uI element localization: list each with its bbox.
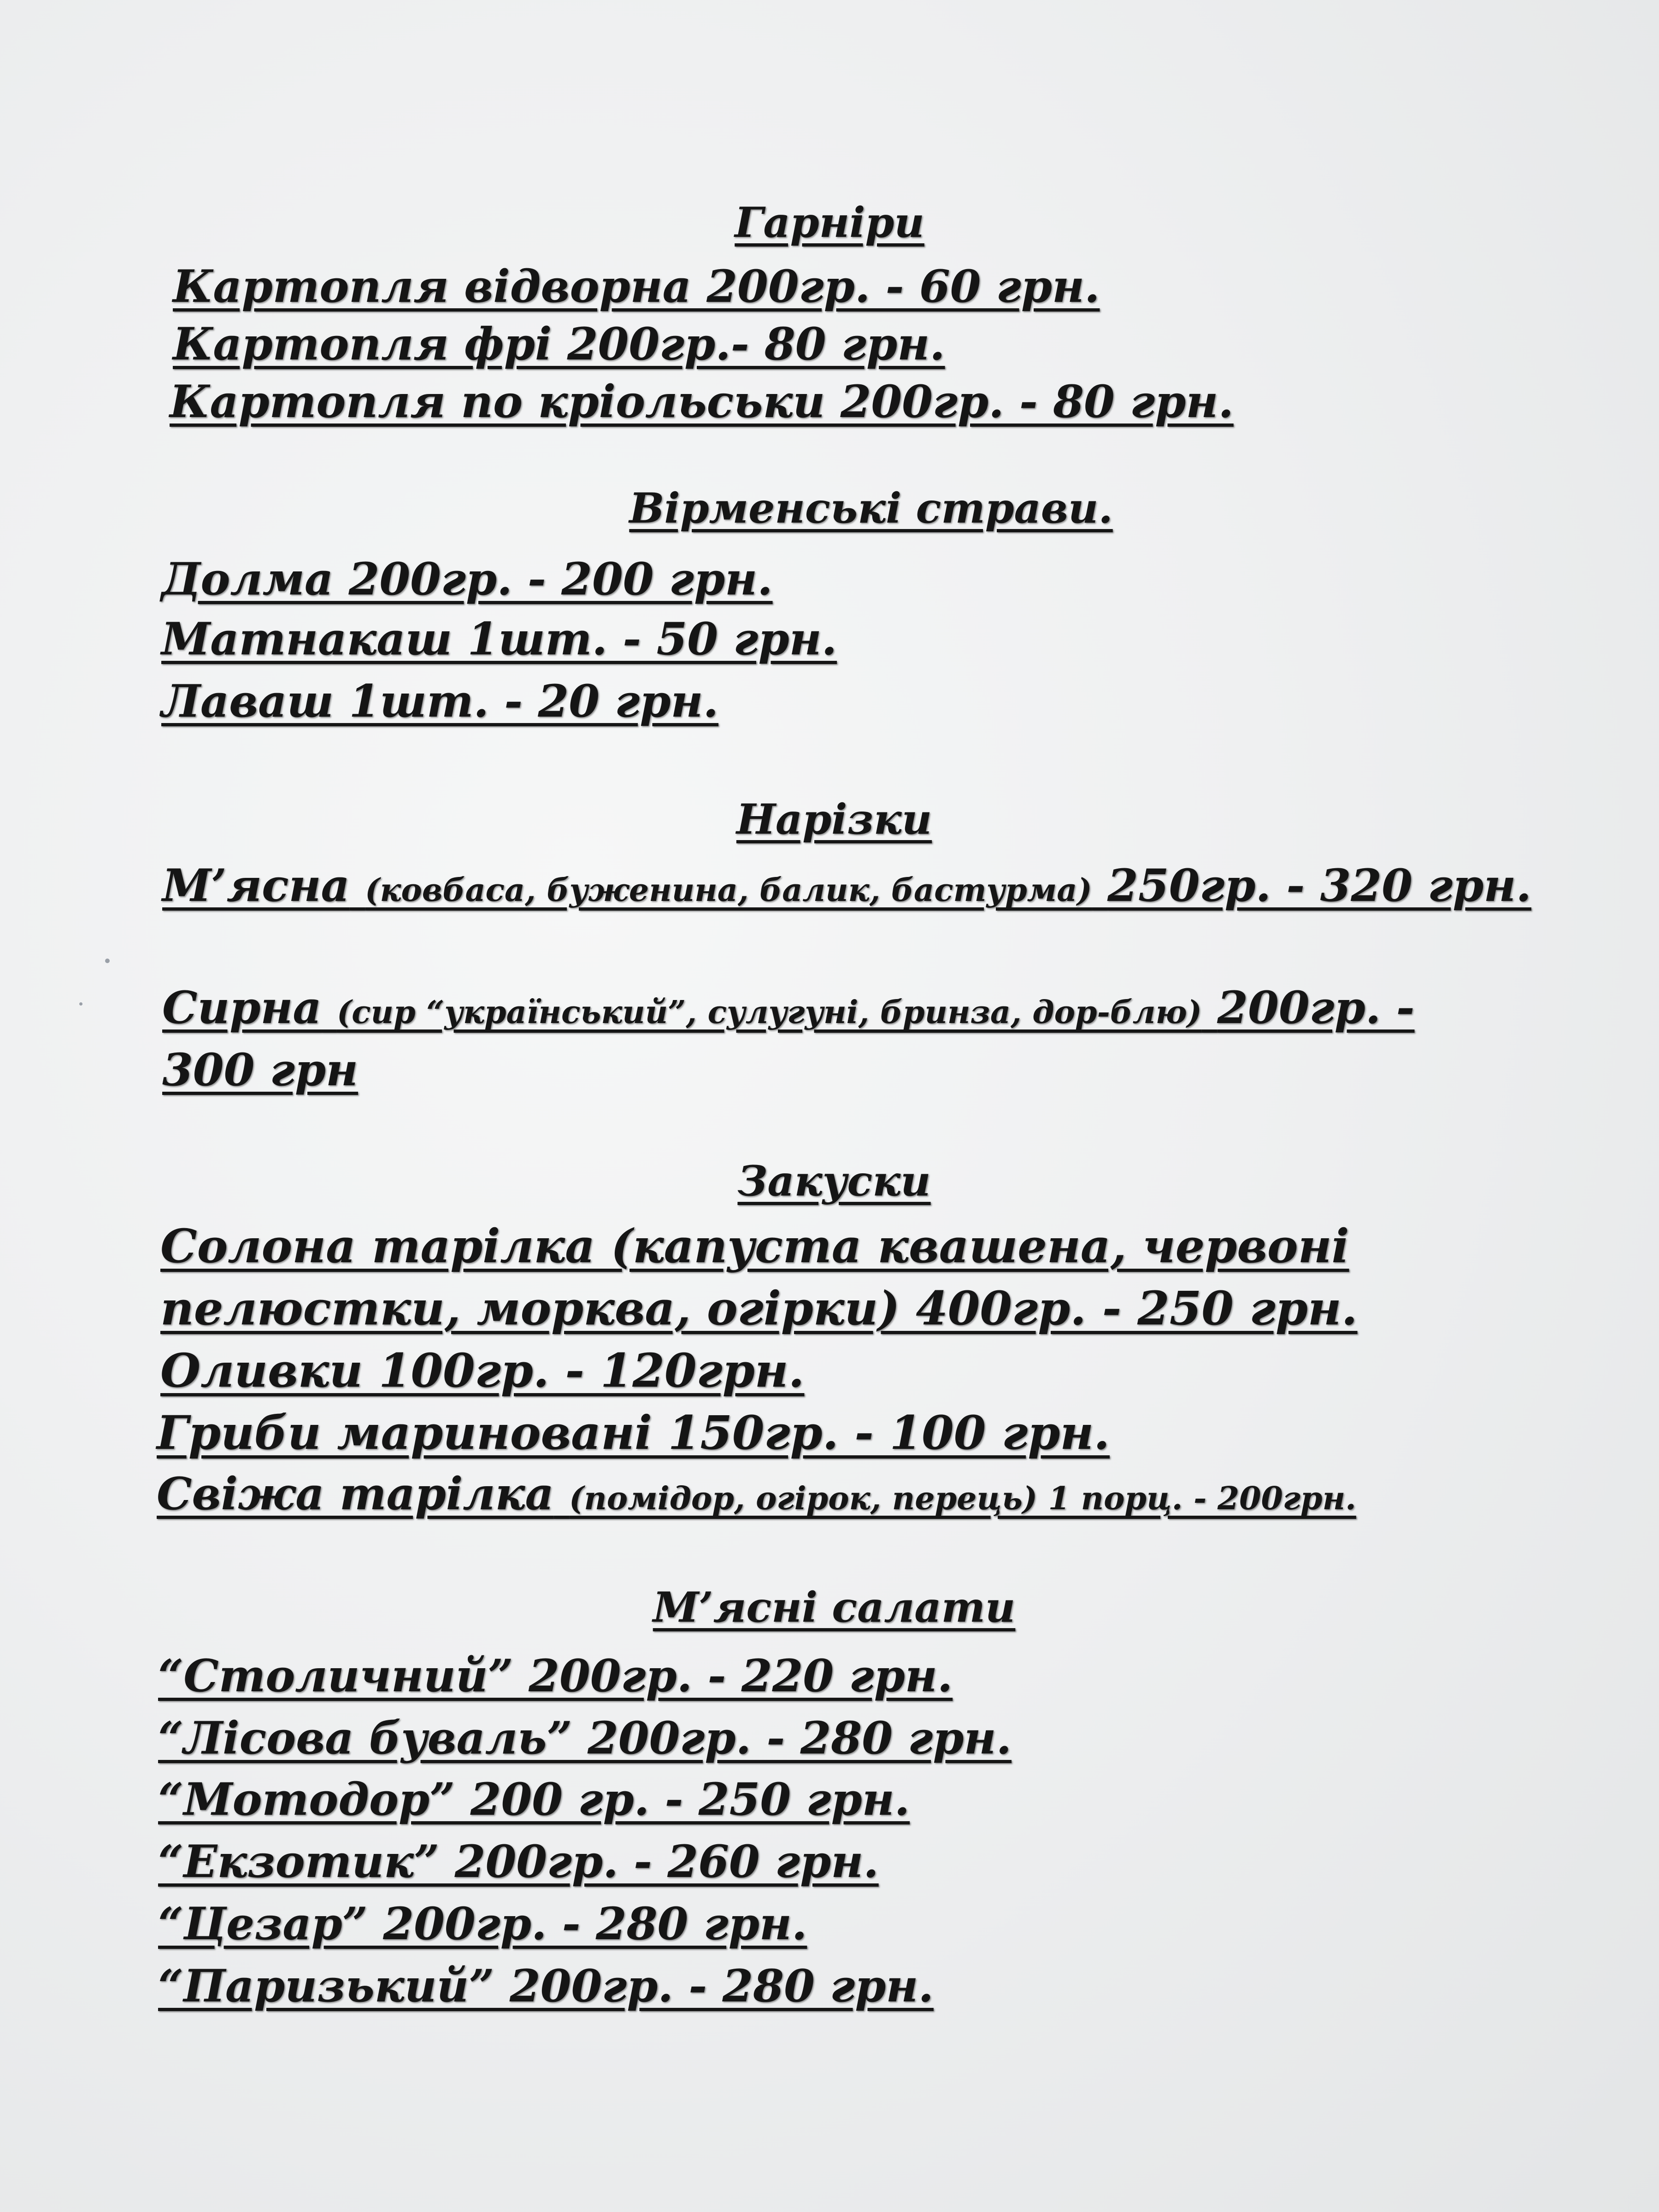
- menu-item-fresh-plate: [157, 1468, 1356, 1520]
- item-price: 200гр. -: [1217, 982, 1415, 1034]
- menu-item: Лаваш 1шт. - 20 грн.: [161, 675, 718, 727]
- section-title-snacks: Закуски: [737, 1157, 931, 1206]
- menu-item: “Цезар” 200гр. - 280 грн.: [158, 1898, 807, 1950]
- section-title-meat-salads: М’ясні салати: [653, 1583, 1016, 1632]
- item-name: М’ясна: [162, 859, 350, 912]
- menu-item: Долма 200гр. - 200 грн.: [161, 553, 773, 605]
- section-title-armenian: Вірменські страви.: [629, 484, 1113, 533]
- menu-item: пелюстки, морква, огірки) 400гр. - 250 грн.: [160, 1281, 1358, 1335]
- item-name: Свіжа тарілка: [157, 1468, 554, 1520]
- item-detail: (ковбаса, буженина, балик, бастурма): [365, 872, 1092, 909]
- item-detail: (помідор, огірок, перець) 1 порц. - 200грн.: [569, 1480, 1356, 1517]
- item-detail: (сир “український”, сулугуні, бринза, дор-блю): [336, 994, 1202, 1031]
- section-title-cuts: Нарізки: [736, 795, 932, 844]
- menu-item: Оливки 100гр. - 120грн.: [160, 1343, 805, 1398]
- menu-item: Картопля відворна 200гр. - 60 грн.: [173, 260, 1100, 312]
- menu-item: Картопля по кріольськи 200гр. - 80 грн.: [170, 376, 1234, 428]
- menu-item-cheese-cuts: [162, 982, 1414, 1034]
- menu-item: Солона тарілка (капуста квашена, червоні: [160, 1219, 1349, 1273]
- menu-item: “Лісова буваль” 200гр. - 280 грн.: [158, 1712, 1012, 1764]
- menu-item: “Столичний” 200гр. - 220 грн.: [158, 1650, 953, 1702]
- menu-item-meat-cuts: [162, 859, 1531, 912]
- menu-item-cheese-price: 300 грн: [162, 1044, 358, 1096]
- menu-item: “Екзотик” 200гр. - 260 грн.: [158, 1835, 879, 1888]
- paper-speck: [105, 959, 110, 963]
- menu-item: “Мотодор” 200 гр. - 250 грн.: [158, 1773, 910, 1825]
- menu-item: “Паризький” 200гр. - 280 грн.: [158, 1960, 934, 2012]
- section-title-garnish: Гарніри: [735, 198, 924, 247]
- item-price: 250гр. - 320 грн.: [1107, 859, 1531, 912]
- item-name: Сирна: [162, 982, 322, 1034]
- menu-item: Матнакаш 1шт. - 50 грн.: [161, 613, 837, 665]
- menu-item: Гриби мариновані 150гр. - 100 грн.: [157, 1406, 1110, 1460]
- paper-speck: [79, 1002, 82, 1006]
- menu-item: Картопля фрі 200гр.- 80 грн.: [173, 318, 945, 370]
